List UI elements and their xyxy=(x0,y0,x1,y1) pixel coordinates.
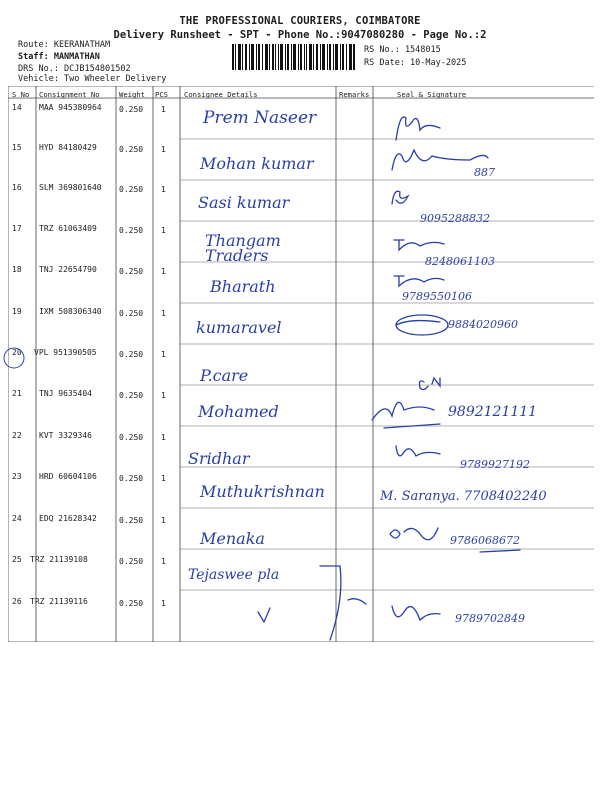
col-header-pcs: PCS xyxy=(155,90,168,99)
row-signature-phone: 9786068672 xyxy=(450,534,520,547)
row-pcs: 1 xyxy=(161,433,166,442)
row-weight: 0.250 xyxy=(119,267,144,276)
row-weight: 0.250 xyxy=(119,350,144,359)
signature-21 xyxy=(372,402,440,428)
row-consignment: TRZ 61063409 xyxy=(39,224,97,233)
row-pcs: 1 xyxy=(161,557,166,566)
row-pcs: 1 xyxy=(161,105,166,114)
row-signature-phone: M. Saranya. 7708402240 xyxy=(380,489,547,504)
col-header-remarks: Remarks xyxy=(339,90,370,99)
row-weight: 0.250 xyxy=(119,226,144,235)
signature-24-phone2 xyxy=(480,550,520,552)
drs-label: DRS No.: DCJB154801502 xyxy=(18,64,131,74)
row-pcs: 1 xyxy=(161,309,166,318)
row-consignee-handwriting: Sridhar xyxy=(188,449,250,468)
row-sno: 18 xyxy=(12,265,22,274)
row-consignee-handwriting: Prem Naseer xyxy=(203,108,317,128)
row-consignment: TNJ 9635404 xyxy=(39,389,92,398)
row-signature-phone: 9789550106 xyxy=(402,290,472,303)
row-pcs: 1 xyxy=(161,145,166,154)
row-weight: 0.250 xyxy=(119,516,144,525)
row-sno: 14 xyxy=(12,103,22,112)
col-header-consignee: Consignee Details xyxy=(184,90,258,99)
row-consignee-handwriting: Mohan kumar xyxy=(200,154,314,173)
row-pcs: 1 xyxy=(161,267,166,276)
col-header-consignment: Consignment No xyxy=(39,90,100,99)
row-weight: 0.250 xyxy=(119,391,144,400)
col-header-signature: Seal & Signature xyxy=(397,90,467,99)
row-sno: 25 xyxy=(12,555,22,564)
signature-24 xyxy=(390,528,438,540)
row-pcs: 1 xyxy=(161,516,166,525)
row-consignment: TRZ 21139116 xyxy=(30,597,88,606)
row-signature-phone: 9095288832 xyxy=(420,212,490,225)
row-signature-phone: 9892121111 xyxy=(448,404,538,420)
signature-15 xyxy=(392,150,488,170)
row-weight: 0.250 xyxy=(119,557,144,566)
row-sno: 15 xyxy=(12,143,22,152)
col-header-sno: S No xyxy=(12,90,30,99)
row-consignment: VPL 951390505 xyxy=(34,348,97,357)
row-sno: 21 xyxy=(12,389,22,398)
signature-14 xyxy=(396,117,440,140)
row-20-circle-mark xyxy=(4,348,24,368)
row-signature-phone: 9884020960 xyxy=(448,318,518,331)
row-consignment: TNJ 22654790 xyxy=(39,265,97,274)
row-consignment: IXM 508306340 xyxy=(39,307,102,316)
row-signature-phone: 9789702849 xyxy=(455,612,525,625)
row-consignee-handwriting: kumaravel xyxy=(196,318,282,337)
row-consignment: MAA 945380964 xyxy=(39,103,102,112)
row-pcs: 1 xyxy=(161,185,166,194)
row-consignee-handwriting: Menaka xyxy=(200,529,265,548)
row-weight: 0.250 xyxy=(119,599,144,608)
row-weight: 0.250 xyxy=(119,105,144,114)
signature-26 xyxy=(392,606,440,620)
signature-19-line xyxy=(396,321,440,325)
row-weight: 0.250 xyxy=(119,185,144,194)
row-consignment: EDQ 21628342 xyxy=(39,514,97,523)
vehicle-label: Vehicle: Two Wheeler Delivery xyxy=(18,74,167,84)
row-weight: 0.250 xyxy=(119,309,144,318)
row-sno: 23 xyxy=(12,472,22,481)
row-pcs: 1 xyxy=(161,391,166,400)
row-consignee-handwriting: Thangam Traders xyxy=(205,231,281,265)
signature-21-cn xyxy=(420,378,441,390)
row-signature-phone: 9789927192 xyxy=(460,458,530,471)
bracket-25 xyxy=(320,566,366,640)
row-sno: 19 xyxy=(12,307,22,316)
rs-number: RS No.: 1548015 xyxy=(364,45,441,55)
signature-16 xyxy=(392,191,408,204)
row-pcs: 1 xyxy=(161,599,166,608)
row-sno: 16 xyxy=(12,183,22,192)
row-consignment: KVT 3329346 xyxy=(39,431,92,440)
row-consignment: TRZ 21139108 xyxy=(30,555,88,564)
row-weight: 0.250 xyxy=(119,474,144,483)
arrow-25 xyxy=(258,608,270,622)
route-label: Route: KEERANATHAM xyxy=(18,40,111,50)
row-consignee-handwriting: Tejaswee pla xyxy=(188,567,280,583)
row-consignment: SLM 369801640 xyxy=(39,183,102,192)
row-signature-phone: 8248061103 xyxy=(425,255,495,268)
runsheet-subtitle: Delivery Runsheet - SPT - Phone No.:9047080280 - Page No.:2 xyxy=(113,29,487,41)
row-sno: 26 xyxy=(12,597,22,606)
row-weight: 0.250 xyxy=(119,145,144,154)
col-header-weight: Weight xyxy=(119,90,145,99)
signature-18 xyxy=(394,276,444,286)
row-weight: 0.250 xyxy=(119,433,144,442)
row-consignment: HYD 84180429 xyxy=(39,143,97,152)
company-title: THE PROFESSIONAL COURIERS, COIMBATORE xyxy=(179,15,421,27)
row-sno: 24 xyxy=(12,514,22,523)
row-consignee-handwriting: Mohamed xyxy=(198,402,279,421)
signature-22 xyxy=(396,446,440,456)
row-signature-phone: 887 xyxy=(474,166,495,179)
row-sno: 22 xyxy=(12,431,22,440)
row-consignment: HRD 60604106 xyxy=(39,472,97,481)
signature-19 xyxy=(396,315,448,335)
row-consignee-handwriting: Muthukrishnan xyxy=(200,482,325,501)
row-consignee-handwriting: Bharath xyxy=(210,277,276,296)
staff-label: Staff: MANMATHAN xyxy=(18,52,100,62)
signature-17 xyxy=(394,240,444,250)
row-consignee-handwriting: Sasi kumar xyxy=(198,193,290,212)
row-sno: 20 xyxy=(12,348,22,357)
row-pcs: 1 xyxy=(161,350,166,359)
rs-date: RS Date: 10-May-2025 xyxy=(364,58,467,68)
row-pcs: 1 xyxy=(161,226,166,235)
row-sno: 17 xyxy=(12,224,22,233)
row-pcs: 1 xyxy=(161,474,166,483)
row-consignee-handwriting: P.care xyxy=(200,366,249,385)
